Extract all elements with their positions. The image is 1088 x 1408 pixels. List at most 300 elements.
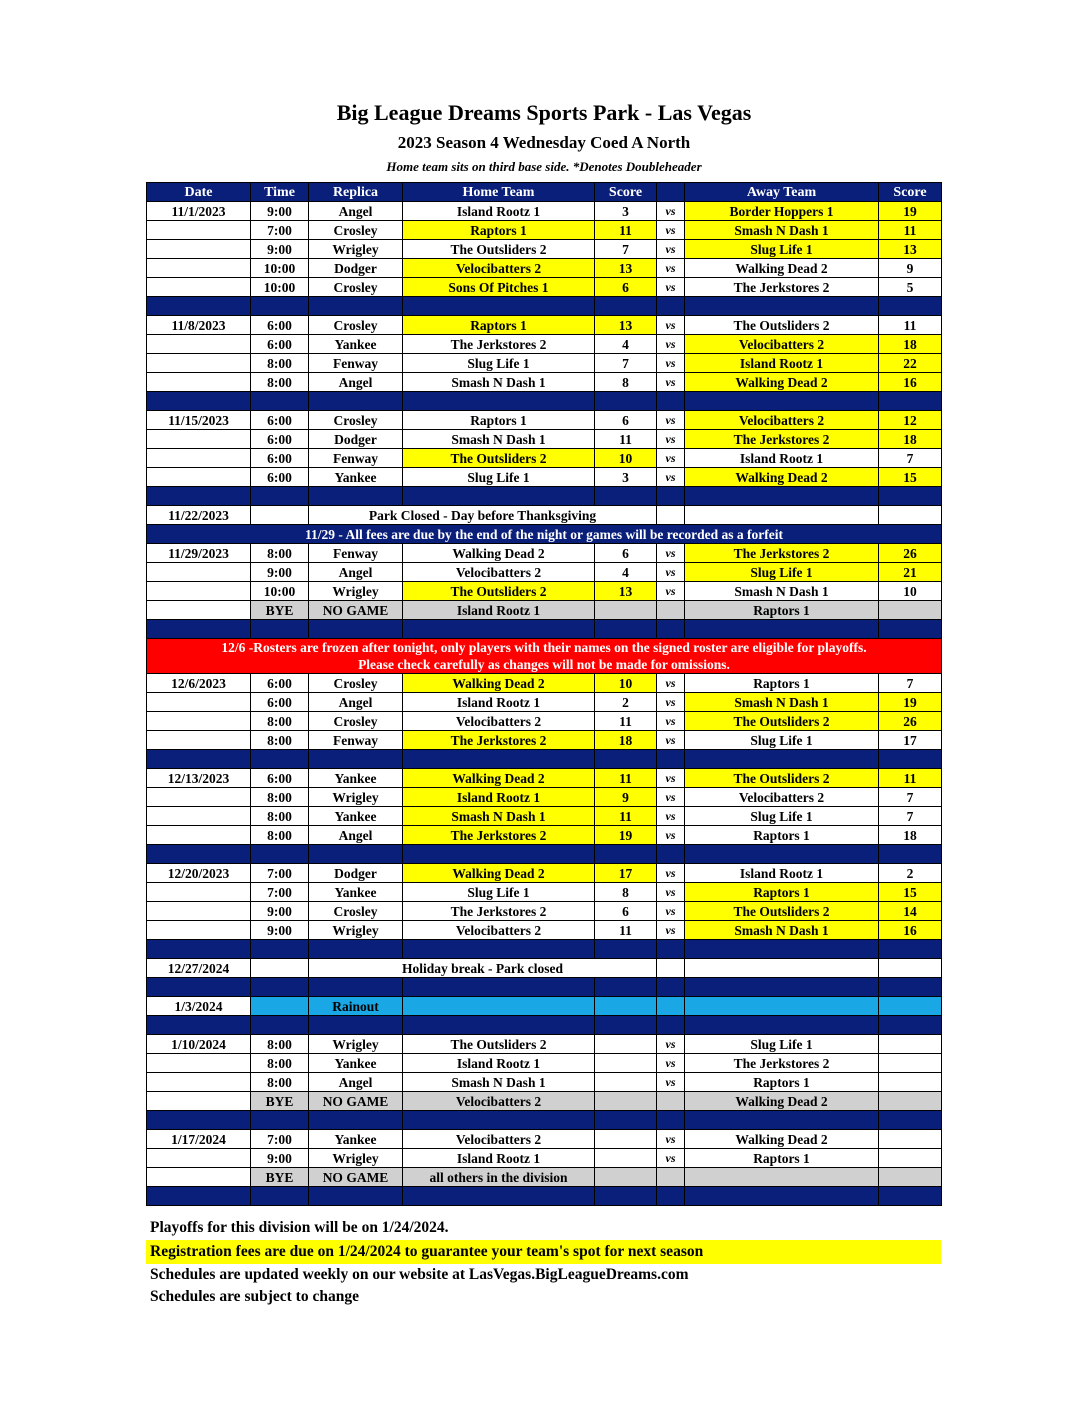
home-team-cell: Velocibatters 2 [403, 259, 595, 278]
closed-note-cell: Holiday break - Park closed [309, 959, 657, 978]
time-cell: 9:00 [251, 1149, 309, 1168]
vs-cell: vs [657, 430, 685, 449]
home-team-cell: Velocibatters 2 [403, 712, 595, 731]
separator-row [147, 940, 942, 959]
fee-notice: 11/29 - All fees are due by the end of the night or games will be recorded as a forfeit [147, 525, 942, 544]
vs-cell [657, 601, 685, 620]
separator-row [147, 487, 942, 506]
date-cell [147, 826, 251, 845]
away-score-cell: 12 [879, 411, 942, 430]
field-cell: Crosley [309, 411, 403, 430]
vs-cell: vs [657, 883, 685, 902]
home-score-cell [595, 1035, 657, 1054]
date-cell [147, 430, 251, 449]
notice-row [147, 525, 942, 544]
away-team-cell [685, 506, 879, 525]
separator-cell [657, 297, 685, 316]
home-team-cell: Velocibatters 2 [403, 563, 595, 582]
header-home-score: Score [595, 183, 657, 202]
vs-cell: vs [657, 259, 685, 278]
vs-cell: vs [657, 240, 685, 259]
time-cell: 8:00 [251, 788, 309, 807]
home-team-cell: Walking Dead 2 [403, 769, 595, 788]
away-score-cell: 18 [879, 335, 942, 354]
field-cell: Angel [309, 202, 403, 221]
bye-row [147, 1168, 942, 1187]
away-score-cell: 18 [879, 430, 942, 449]
home-score-cell: 7 [595, 354, 657, 373]
away-team-cell: Slug Life 1 [685, 807, 879, 826]
vs-cell: vs [657, 807, 685, 826]
vs-cell: vs [657, 1130, 685, 1149]
home-team-cell: Raptors 1 [403, 221, 595, 240]
field-cell: Wrigley [309, 240, 403, 259]
header-date: Date [147, 183, 251, 202]
field-cell: Angel [309, 373, 403, 392]
date-cell: 12/6/2023 [147, 674, 251, 693]
separator-cell [147, 1016, 251, 1035]
separator-cell [879, 487, 942, 506]
vs-cell: vs [657, 221, 685, 240]
away-team-cell: Walking Dead 2 [685, 1092, 879, 1111]
vs-cell: vs [657, 582, 685, 601]
home-team-cell: Island Rootz 1 [403, 202, 595, 221]
separator-cell [251, 1016, 309, 1035]
separator-row [147, 620, 942, 639]
field-cell: Fenway [309, 731, 403, 750]
separator-cell [251, 487, 309, 506]
time-cell: 8:00 [251, 1054, 309, 1073]
separator-cell [309, 392, 403, 411]
vs-cell: vs [657, 278, 685, 297]
game-row [147, 807, 942, 826]
field-cell: Wrigley [309, 1035, 403, 1054]
date-cell [147, 1149, 251, 1168]
field-cell: NO GAME [309, 601, 403, 620]
home-score-cell: 11 [595, 769, 657, 788]
away-score-cell: 2 [879, 864, 942, 883]
header-replica: Replica [309, 183, 403, 202]
roster-notice-line: Please check carefully as changes will not be made for omissions. [358, 657, 730, 672]
home-score-cell [595, 1130, 657, 1149]
away-team-cell [685, 959, 879, 978]
home-score-cell: 4 [595, 335, 657, 354]
separator-cell [595, 392, 657, 411]
separator-cell [251, 297, 309, 316]
time-cell: 8:00 [251, 712, 309, 731]
separator-cell [879, 940, 942, 959]
closed-row [147, 506, 942, 525]
away-score-cell [879, 959, 942, 978]
separator-cell [595, 978, 657, 997]
home-team-cell: Island Rootz 1 [403, 601, 595, 620]
date-cell [147, 259, 251, 278]
header-time: Time [251, 183, 309, 202]
game-row [147, 278, 942, 297]
home-team-cell: Smash N Dash 1 [403, 430, 595, 449]
header-row [147, 183, 942, 202]
away-team-cell: Smash N Dash 1 [685, 582, 879, 601]
separator-cell [879, 750, 942, 769]
time-cell: 7:00 [251, 221, 309, 240]
away-score-cell: 15 [879, 468, 942, 487]
date-cell: 1/10/2024 [147, 1035, 251, 1054]
home-team-cell: Walking Dead 2 [403, 674, 595, 693]
away-team-cell: Island Rootz 1 [685, 354, 879, 373]
home-team-cell: Slug Life 1 [403, 468, 595, 487]
vs-cell: vs [657, 373, 685, 392]
separator-cell [595, 620, 657, 639]
away-team-cell: Slug Life 1 [685, 240, 879, 259]
separator-cell [251, 978, 309, 997]
website-note: Schedules are updated weekly on our website at LasVegas.BigLeagueDreams.com [150, 1266, 689, 1283]
game-row [147, 335, 942, 354]
home-team-cell: Island Rootz 1 [403, 1054, 595, 1073]
separator-cell [403, 297, 595, 316]
separator-cell [251, 1111, 309, 1130]
date-cell [147, 1073, 251, 1092]
away-team-cell: Walking Dead 2 [685, 1130, 879, 1149]
away-team-cell: Smash N Dash 1 [685, 921, 879, 940]
vs-cell [657, 959, 685, 978]
time-cell: 6:00 [251, 430, 309, 449]
separator-row [147, 750, 942, 769]
separator-cell [685, 978, 879, 997]
home-team-cell: Island Rootz 1 [403, 1149, 595, 1168]
away-team-cell: Raptors 1 [685, 826, 879, 845]
away-team-cell: The Jerkstores 2 [685, 544, 879, 563]
date-cell: 12/27/2024 [147, 959, 251, 978]
away-score-cell: 15 [879, 883, 942, 902]
field-cell: Crosley [309, 674, 403, 693]
date-cell: 11/1/2023 [147, 202, 251, 221]
vs-cell: vs [657, 826, 685, 845]
separator-cell [147, 940, 251, 959]
separator-row [147, 392, 942, 411]
time-cell [251, 506, 309, 525]
home-score-cell: 8 [595, 883, 657, 902]
away-score-cell: 18 [879, 826, 942, 845]
date-cell [147, 354, 251, 373]
separator-cell [685, 1187, 879, 1206]
closed-row [147, 959, 942, 978]
playoffs-note: Playoffs for this division will be on 1/24/2024. [150, 1219, 449, 1236]
time-cell: 8:00 [251, 354, 309, 373]
separator-cell [657, 940, 685, 959]
time-cell: 8:00 [251, 731, 309, 750]
separator-cell [309, 1111, 403, 1130]
away-team-cell: Raptors 1 [685, 674, 879, 693]
separator-cell [657, 620, 685, 639]
header-away-score: Score [879, 183, 942, 202]
time-cell: 9:00 [251, 563, 309, 582]
home-team-cell: Smash N Dash 1 [403, 1073, 595, 1092]
game-row [147, 240, 942, 259]
game-row [147, 202, 942, 221]
home-team-cell: The Jerkstores 2 [403, 902, 595, 921]
away-score-cell: 5 [879, 278, 942, 297]
roster-notice-row [147, 639, 942, 674]
header-away-team: Away Team [685, 183, 879, 202]
separator-cell [879, 297, 942, 316]
away-score-cell [879, 1149, 942, 1168]
date-cell: 11/8/2023 [147, 316, 251, 335]
home-score-cell: 13 [595, 582, 657, 601]
separator-cell [309, 620, 403, 639]
home-team-cell: Sons Of Pitches 1 [403, 278, 595, 297]
vs-cell: vs [657, 468, 685, 487]
away-score-cell: 11 [879, 316, 942, 335]
separator-cell [403, 978, 595, 997]
away-team-cell: The Jerkstores 2 [685, 1054, 879, 1073]
separator-cell [147, 750, 251, 769]
home-team-cell: Raptors 1 [403, 411, 595, 430]
home-score-cell [595, 601, 657, 620]
home-team-cell: Smash N Dash 1 [403, 807, 595, 826]
away-score-cell: 7 [879, 449, 942, 468]
separator-cell [595, 1111, 657, 1130]
time-cell: 6:00 [251, 468, 309, 487]
away-team-cell: Walking Dead 2 [685, 373, 879, 392]
away-team-cell: Smash N Dash 1 [685, 221, 879, 240]
away-team-cell: Velocibatters 2 [685, 788, 879, 807]
time-cell: 7:00 [251, 1130, 309, 1149]
schedule-note: Home team sits on third base side. *Denotes Doubleheader [386, 159, 702, 174]
home-score-cell: 8 [595, 373, 657, 392]
vs-cell: vs [657, 449, 685, 468]
home-team-cell: The Jerkstores 2 [403, 731, 595, 750]
date-cell [147, 902, 251, 921]
field-cell: Yankee [309, 468, 403, 487]
field-cell: Dodger [309, 430, 403, 449]
away-team-cell: Raptors 1 [685, 1149, 879, 1168]
field-cell: Angel [309, 563, 403, 582]
separator-cell [657, 750, 685, 769]
rainout-filler-cell [657, 997, 685, 1016]
game-row [147, 921, 942, 940]
time-cell: 6:00 [251, 769, 309, 788]
separator-cell [657, 845, 685, 864]
game-row [147, 430, 942, 449]
vs-cell: vs [657, 1035, 685, 1054]
closed-note-cell: Park Closed - Day before Thanksgiving [309, 506, 657, 525]
time-cell: 6:00 [251, 693, 309, 712]
time-cell: 8:00 [251, 826, 309, 845]
away-score-cell: 7 [879, 674, 942, 693]
separator-cell [403, 1111, 595, 1130]
time-cell: 8:00 [251, 807, 309, 826]
away-score-cell: 7 [879, 807, 942, 826]
separator-cell [595, 750, 657, 769]
game-row [147, 826, 942, 845]
date-cell [147, 449, 251, 468]
separator-cell [403, 1016, 595, 1035]
home-team-cell: The Outsliders 2 [403, 582, 595, 601]
vs-cell: vs [657, 335, 685, 354]
separator-cell [685, 297, 879, 316]
separator-row [147, 978, 942, 997]
date-cell [147, 1092, 251, 1111]
game-row [147, 788, 942, 807]
field-cell: Yankee [309, 1054, 403, 1073]
vs-cell [657, 1092, 685, 1111]
away-team-cell: The Outsliders 2 [685, 712, 879, 731]
away-score-cell: 26 [879, 712, 942, 731]
game-row [147, 674, 942, 693]
field-cell: Yankee [309, 1130, 403, 1149]
game-row [147, 902, 942, 921]
game-row [147, 883, 942, 902]
date-cell: 11/15/2023 [147, 411, 251, 430]
field-cell: Yankee [309, 769, 403, 788]
away-score-cell: 22 [879, 354, 942, 373]
separator-cell [685, 392, 879, 411]
separator-cell [685, 940, 879, 959]
away-score-cell [879, 601, 942, 620]
field-cell: Angel [309, 1073, 403, 1092]
bye-row [147, 1092, 942, 1111]
field-cell: Dodger [309, 864, 403, 883]
separator-cell [685, 620, 879, 639]
away-team-cell: Slug Life 1 [685, 731, 879, 750]
away-team-cell: Raptors 1 [685, 883, 879, 902]
separator-cell [879, 1016, 942, 1035]
time-cell: 10:00 [251, 582, 309, 601]
separator-cell [403, 940, 595, 959]
away-score-cell: 10 [879, 582, 942, 601]
game-row [147, 411, 942, 430]
time-cell: BYE [251, 1168, 309, 1187]
away-team-cell: Island Rootz 1 [685, 864, 879, 883]
game-row [147, 693, 942, 712]
rainout-cell: Rainout [309, 997, 403, 1016]
separator-cell [657, 1016, 685, 1035]
separator-cell [879, 1187, 942, 1206]
separator-cell [147, 1187, 251, 1206]
home-team-cell: all others in the division [403, 1168, 595, 1187]
game-row [147, 316, 942, 335]
home-team-cell: Slug Life 1 [403, 883, 595, 902]
away-score-cell [879, 1054, 942, 1073]
game-row [147, 1073, 942, 1092]
home-score-cell: 6 [595, 411, 657, 430]
separator-cell [147, 1111, 251, 1130]
date-cell [147, 712, 251, 731]
separator-cell [403, 392, 595, 411]
rainout-filler-cell [685, 997, 879, 1016]
away-score-cell: 21 [879, 563, 942, 582]
separator-cell [251, 750, 309, 769]
date-cell [147, 373, 251, 392]
home-team-cell: The Jerkstores 2 [403, 826, 595, 845]
field-cell: NO GAME [309, 1168, 403, 1187]
time-cell: 6:00 [251, 316, 309, 335]
vs-cell: vs [657, 316, 685, 335]
separator-cell [309, 297, 403, 316]
separator-cell [657, 392, 685, 411]
date-cell: 12/20/2023 [147, 864, 251, 883]
separator-cell [147, 392, 251, 411]
header-vs [657, 183, 685, 202]
time-cell: 8:00 [251, 1073, 309, 1092]
away-score-cell: 13 [879, 240, 942, 259]
home-score-cell [595, 1092, 657, 1111]
roster-notice [147, 639, 942, 674]
home-score-cell: 3 [595, 202, 657, 221]
date-cell [147, 335, 251, 354]
time-cell: 9:00 [251, 202, 309, 221]
game-row [147, 468, 942, 487]
vs-cell: vs [657, 864, 685, 883]
vs-cell [657, 506, 685, 525]
separator-row [147, 1016, 942, 1035]
game-row [147, 1149, 942, 1168]
time-cell: 9:00 [251, 902, 309, 921]
date-cell [147, 693, 251, 712]
home-team-cell: The Jerkstores 2 [403, 335, 595, 354]
separator-cell [879, 620, 942, 639]
separator-cell [685, 750, 879, 769]
home-score-cell: 10 [595, 674, 657, 693]
field-cell: Wrigley [309, 582, 403, 601]
separator-cell [657, 1111, 685, 1130]
date-cell [147, 921, 251, 940]
away-score-cell [879, 1168, 942, 1187]
vs-cell [657, 1168, 685, 1187]
separator-cell [251, 620, 309, 639]
separator-cell [403, 845, 595, 864]
home-team-cell: Slug Life 1 [403, 354, 595, 373]
date-cell: 11/22/2023 [147, 506, 251, 525]
away-team-cell: The Outsliders 2 [685, 902, 879, 921]
separator-cell [147, 845, 251, 864]
time-cell: BYE [251, 1092, 309, 1111]
separator-cell [595, 845, 657, 864]
field-cell: Wrigley [309, 921, 403, 940]
bye-row [147, 601, 942, 620]
game-row [147, 563, 942, 582]
away-score-cell [879, 1035, 942, 1054]
page-title: Big League Dreams Sports Park - Las Vegas [336, 100, 752, 125]
rainout-filler-cell [403, 997, 595, 1016]
home-team-cell: The Outsliders 2 [403, 449, 595, 468]
home-score-cell: 11 [595, 430, 657, 449]
field-cell: Fenway [309, 354, 403, 373]
separator-cell [251, 845, 309, 864]
field-cell: Angel [309, 693, 403, 712]
game-row [147, 544, 942, 563]
away-team-cell: Slug Life 1 [685, 1035, 879, 1054]
vs-cell: vs [657, 693, 685, 712]
away-score-cell: 26 [879, 544, 942, 563]
field-cell: Yankee [309, 335, 403, 354]
home-score-cell: 17 [595, 864, 657, 883]
change-note: Schedules are subject to change [150, 1288, 359, 1305]
date-cell [147, 731, 251, 750]
separator-cell [879, 845, 942, 864]
separator-cell [309, 1016, 403, 1035]
date-cell [147, 1168, 251, 1187]
vs-cell: vs [657, 1149, 685, 1168]
field-cell: Dodger [309, 259, 403, 278]
home-score-cell: 6 [595, 278, 657, 297]
away-team-cell: Smash N Dash 1 [685, 693, 879, 712]
date-cell [147, 601, 251, 620]
separator-cell [309, 1187, 403, 1206]
time-cell: 6:00 [251, 335, 309, 354]
field-cell: Wrigley [309, 788, 403, 807]
away-team-cell [685, 1168, 879, 1187]
